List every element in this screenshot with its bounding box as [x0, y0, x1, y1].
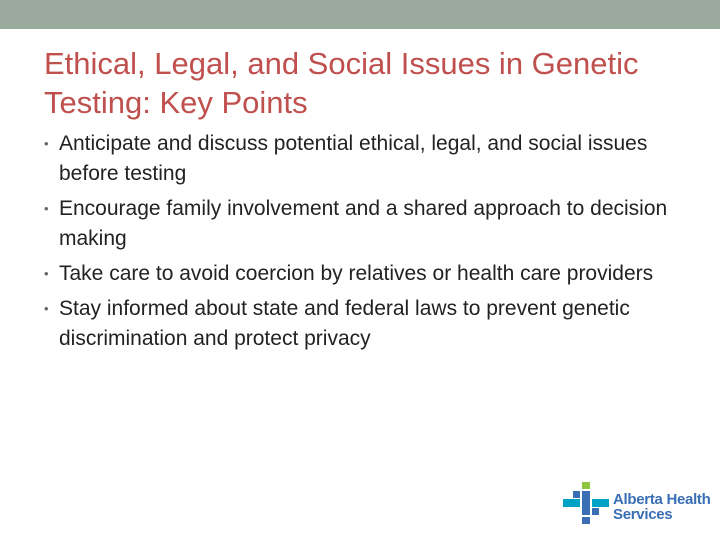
slide-title: Ethical, Legal, and Social Issues in Genetic Testing: Key Points: [44, 46, 639, 120]
bullet-text: Encourage family involvement and a shared approach to decision making: [59, 197, 668, 250]
bullet-dot-icon: •: [44, 201, 49, 216]
bullet-item: [44, 294, 674, 354]
bullet-dot-icon: •: [44, 301, 49, 316]
bullet-item: [44, 129, 674, 189]
bullet-item: [44, 194, 674, 254]
top-banner: [0, 0, 720, 29]
bullet-dot-icon: •: [44, 136, 49, 151]
bullet-dot-icon: •: [44, 266, 49, 281]
bullet-text: Anticipate and discuss potential ethical, legal, and social issues before testing: [59, 132, 648, 185]
logo-wordmark: [613, 492, 713, 522]
logo-line-2: Services: [613, 506, 673, 523]
bullet-text: Stay informed about state and federal laws to prevent genetic discrimination and protect privacy: [59, 297, 630, 350]
bullet-list: [44, 129, 674, 359]
logo-line-1: Alberta Health: [613, 491, 711, 508]
alberta-health-services-logo: [563, 482, 711, 524]
bullet-item: [44, 259, 674, 289]
ahs-cross-icon: [563, 482, 609, 524]
bullet-text: Take care to avoid coercion by relatives or health care providers: [59, 262, 654, 285]
